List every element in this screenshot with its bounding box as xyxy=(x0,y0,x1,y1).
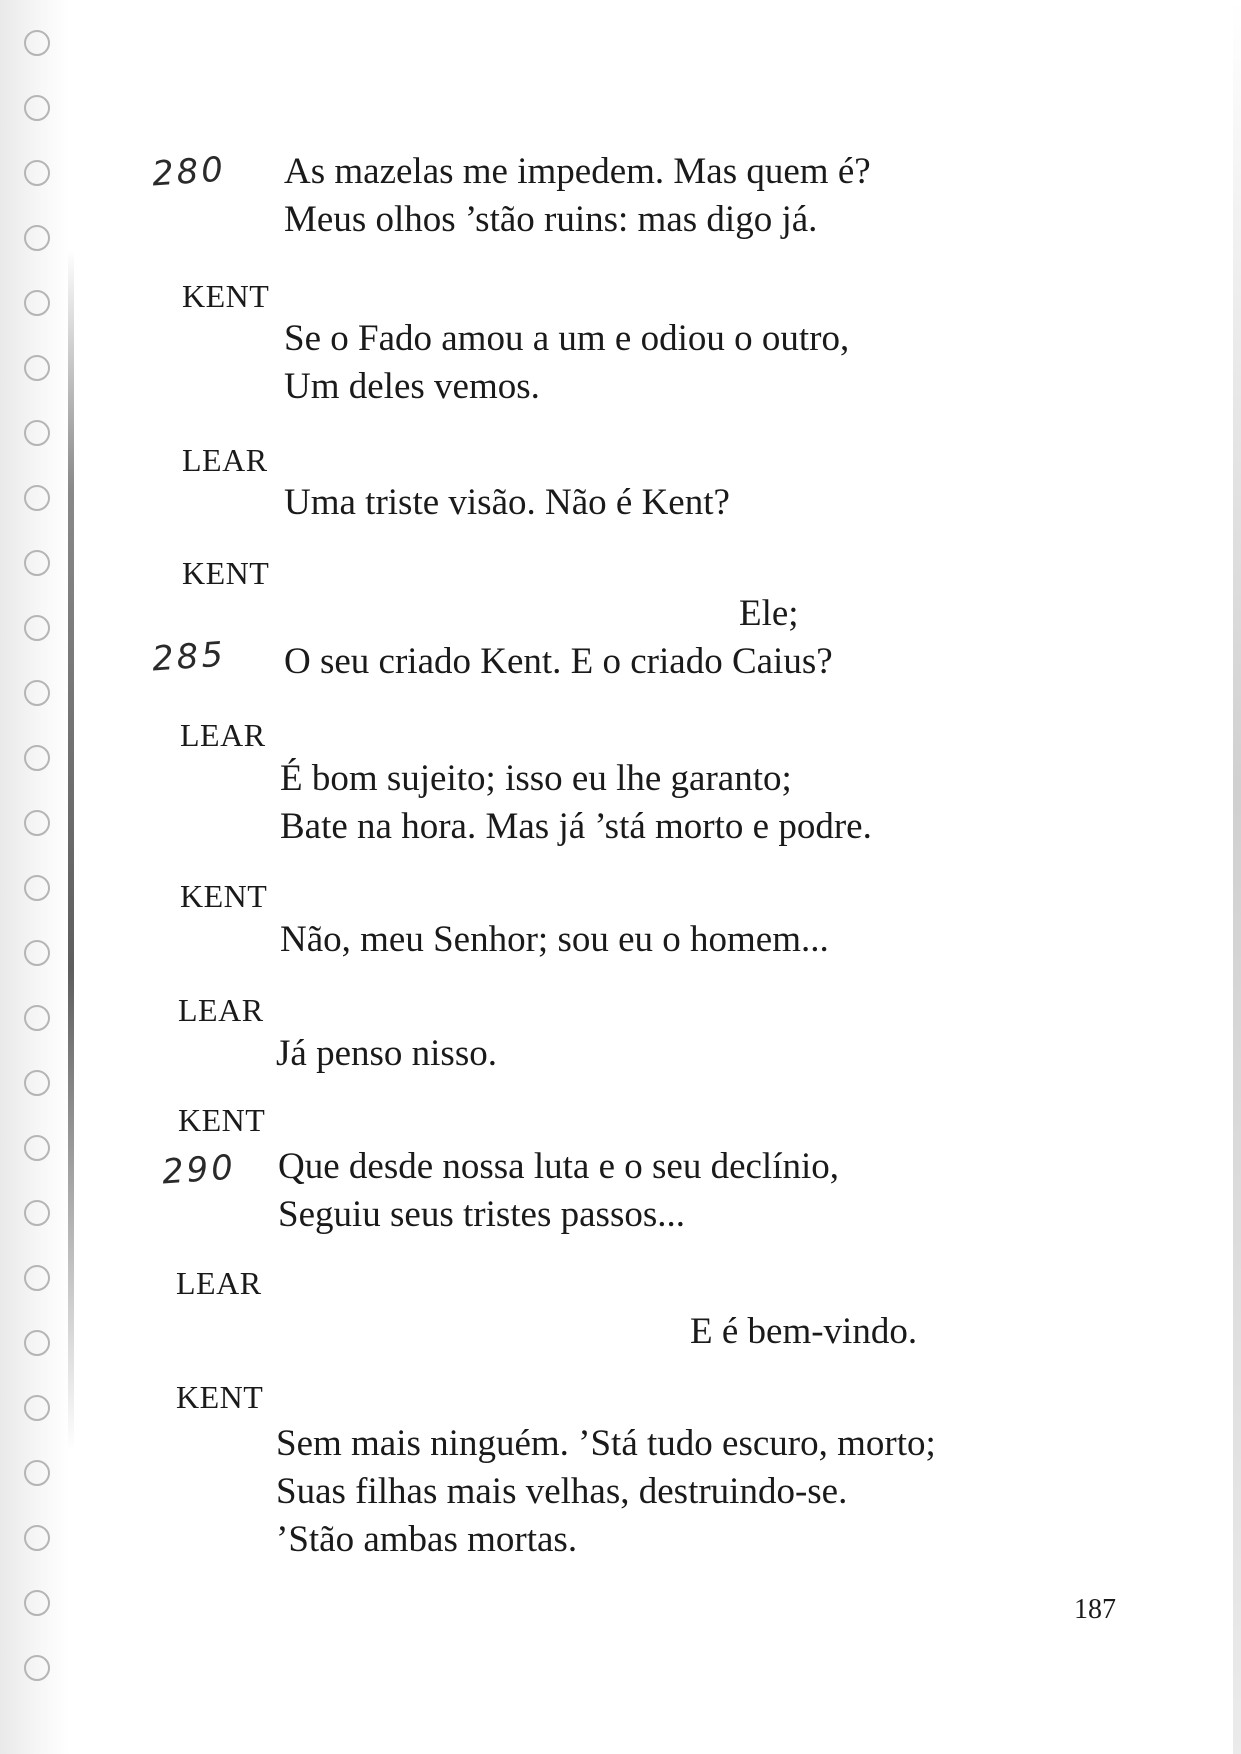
verse-line: Não, meu Senhor; sou eu o homem... xyxy=(280,919,829,960)
speaker-name: KENT xyxy=(176,1379,264,1415)
verse-line: Sem mais ninguém. ’Stá tudo escuro, morto; xyxy=(276,1423,936,1464)
verse-line: Já penso nisso. xyxy=(276,1033,497,1074)
binding-hole-icon xyxy=(24,680,50,706)
speaker-name: LEAR xyxy=(182,442,268,478)
binding-hole-icon xyxy=(24,95,50,121)
margin-line-number: 280 xyxy=(150,149,228,195)
speaker-name: LEAR xyxy=(180,717,266,753)
spiral-binding xyxy=(0,0,90,1754)
binding-hole-icon xyxy=(24,1135,50,1161)
verse-line: E é bem-vindo. xyxy=(690,1311,918,1352)
binding-hole-icon xyxy=(24,160,50,186)
speaker-name: KENT xyxy=(182,278,270,314)
binding-hole-icon xyxy=(24,225,50,251)
binding-hole-icon xyxy=(24,420,50,446)
page-edge-shadow xyxy=(1233,0,1241,1754)
margin-line-number: 290 xyxy=(160,1147,238,1193)
binding-hole-icon xyxy=(24,875,50,901)
binding-hole-icon xyxy=(24,1070,50,1096)
speaker-name: KENT xyxy=(178,1102,266,1138)
binding-hole-icon xyxy=(24,1330,50,1356)
speaker-name: KENT xyxy=(180,878,268,914)
verse-line: É bom sujeito; isso eu lhe garanto; xyxy=(280,758,792,799)
verse-line: Ele; xyxy=(739,593,799,634)
binding-hole-icon xyxy=(24,940,50,966)
binding-hole-icon xyxy=(24,1005,50,1031)
speaker-name: LEAR xyxy=(178,992,264,1028)
margin-line-number: 285 xyxy=(150,634,228,680)
binding-hole-icon xyxy=(24,485,50,511)
binding-hole-icon xyxy=(24,1265,50,1291)
speaker-name: KENT xyxy=(182,555,270,591)
binding-hole-icon xyxy=(24,1525,50,1551)
binding-hole-icon xyxy=(24,550,50,576)
verse-line: Seguiu seus tristes passos... xyxy=(278,1194,685,1235)
verse-line: ’Stão ambas mortas. xyxy=(276,1519,578,1560)
binding-hole-icon xyxy=(24,1590,50,1616)
verse-line: Que desde nossa luta e o seu declínio, xyxy=(278,1146,840,1187)
speaker-name: LEAR xyxy=(176,1265,262,1301)
verse-line: Bate na hora. Mas já ’stá morto e podre. xyxy=(280,806,872,847)
binding-hole-icon xyxy=(24,30,50,56)
binding-hole-icon xyxy=(24,290,50,316)
verse-line: Se o Fado amou a um e odiou o outro, xyxy=(284,318,850,359)
binding-shadow xyxy=(68,250,74,1450)
verse-line: Uma triste visão. Não é Kent? xyxy=(284,482,730,523)
binding-hole-icon xyxy=(24,355,50,381)
verse-line: Meus olhos ’stão ruins: mas digo já. xyxy=(284,199,818,240)
verse-line: O seu criado Kent. E o criado Caius? xyxy=(284,641,833,682)
verse-line: Um deles vemos. xyxy=(284,366,540,407)
binding-hole-icon xyxy=(24,1460,50,1486)
page-number: 187 xyxy=(1074,1594,1116,1625)
binding-hole-icon xyxy=(24,810,50,836)
binding-hole-icon xyxy=(24,745,50,771)
verse-line: As mazelas me impedem. Mas quem é? xyxy=(284,151,871,192)
binding-hole-icon xyxy=(24,1395,50,1421)
binding-hole-icon xyxy=(24,1200,50,1226)
binding-hole-icon xyxy=(24,1655,50,1681)
binding-hole-icon xyxy=(24,615,50,641)
verse-line: Suas filhas mais velhas, destruindo-se. xyxy=(276,1471,848,1512)
